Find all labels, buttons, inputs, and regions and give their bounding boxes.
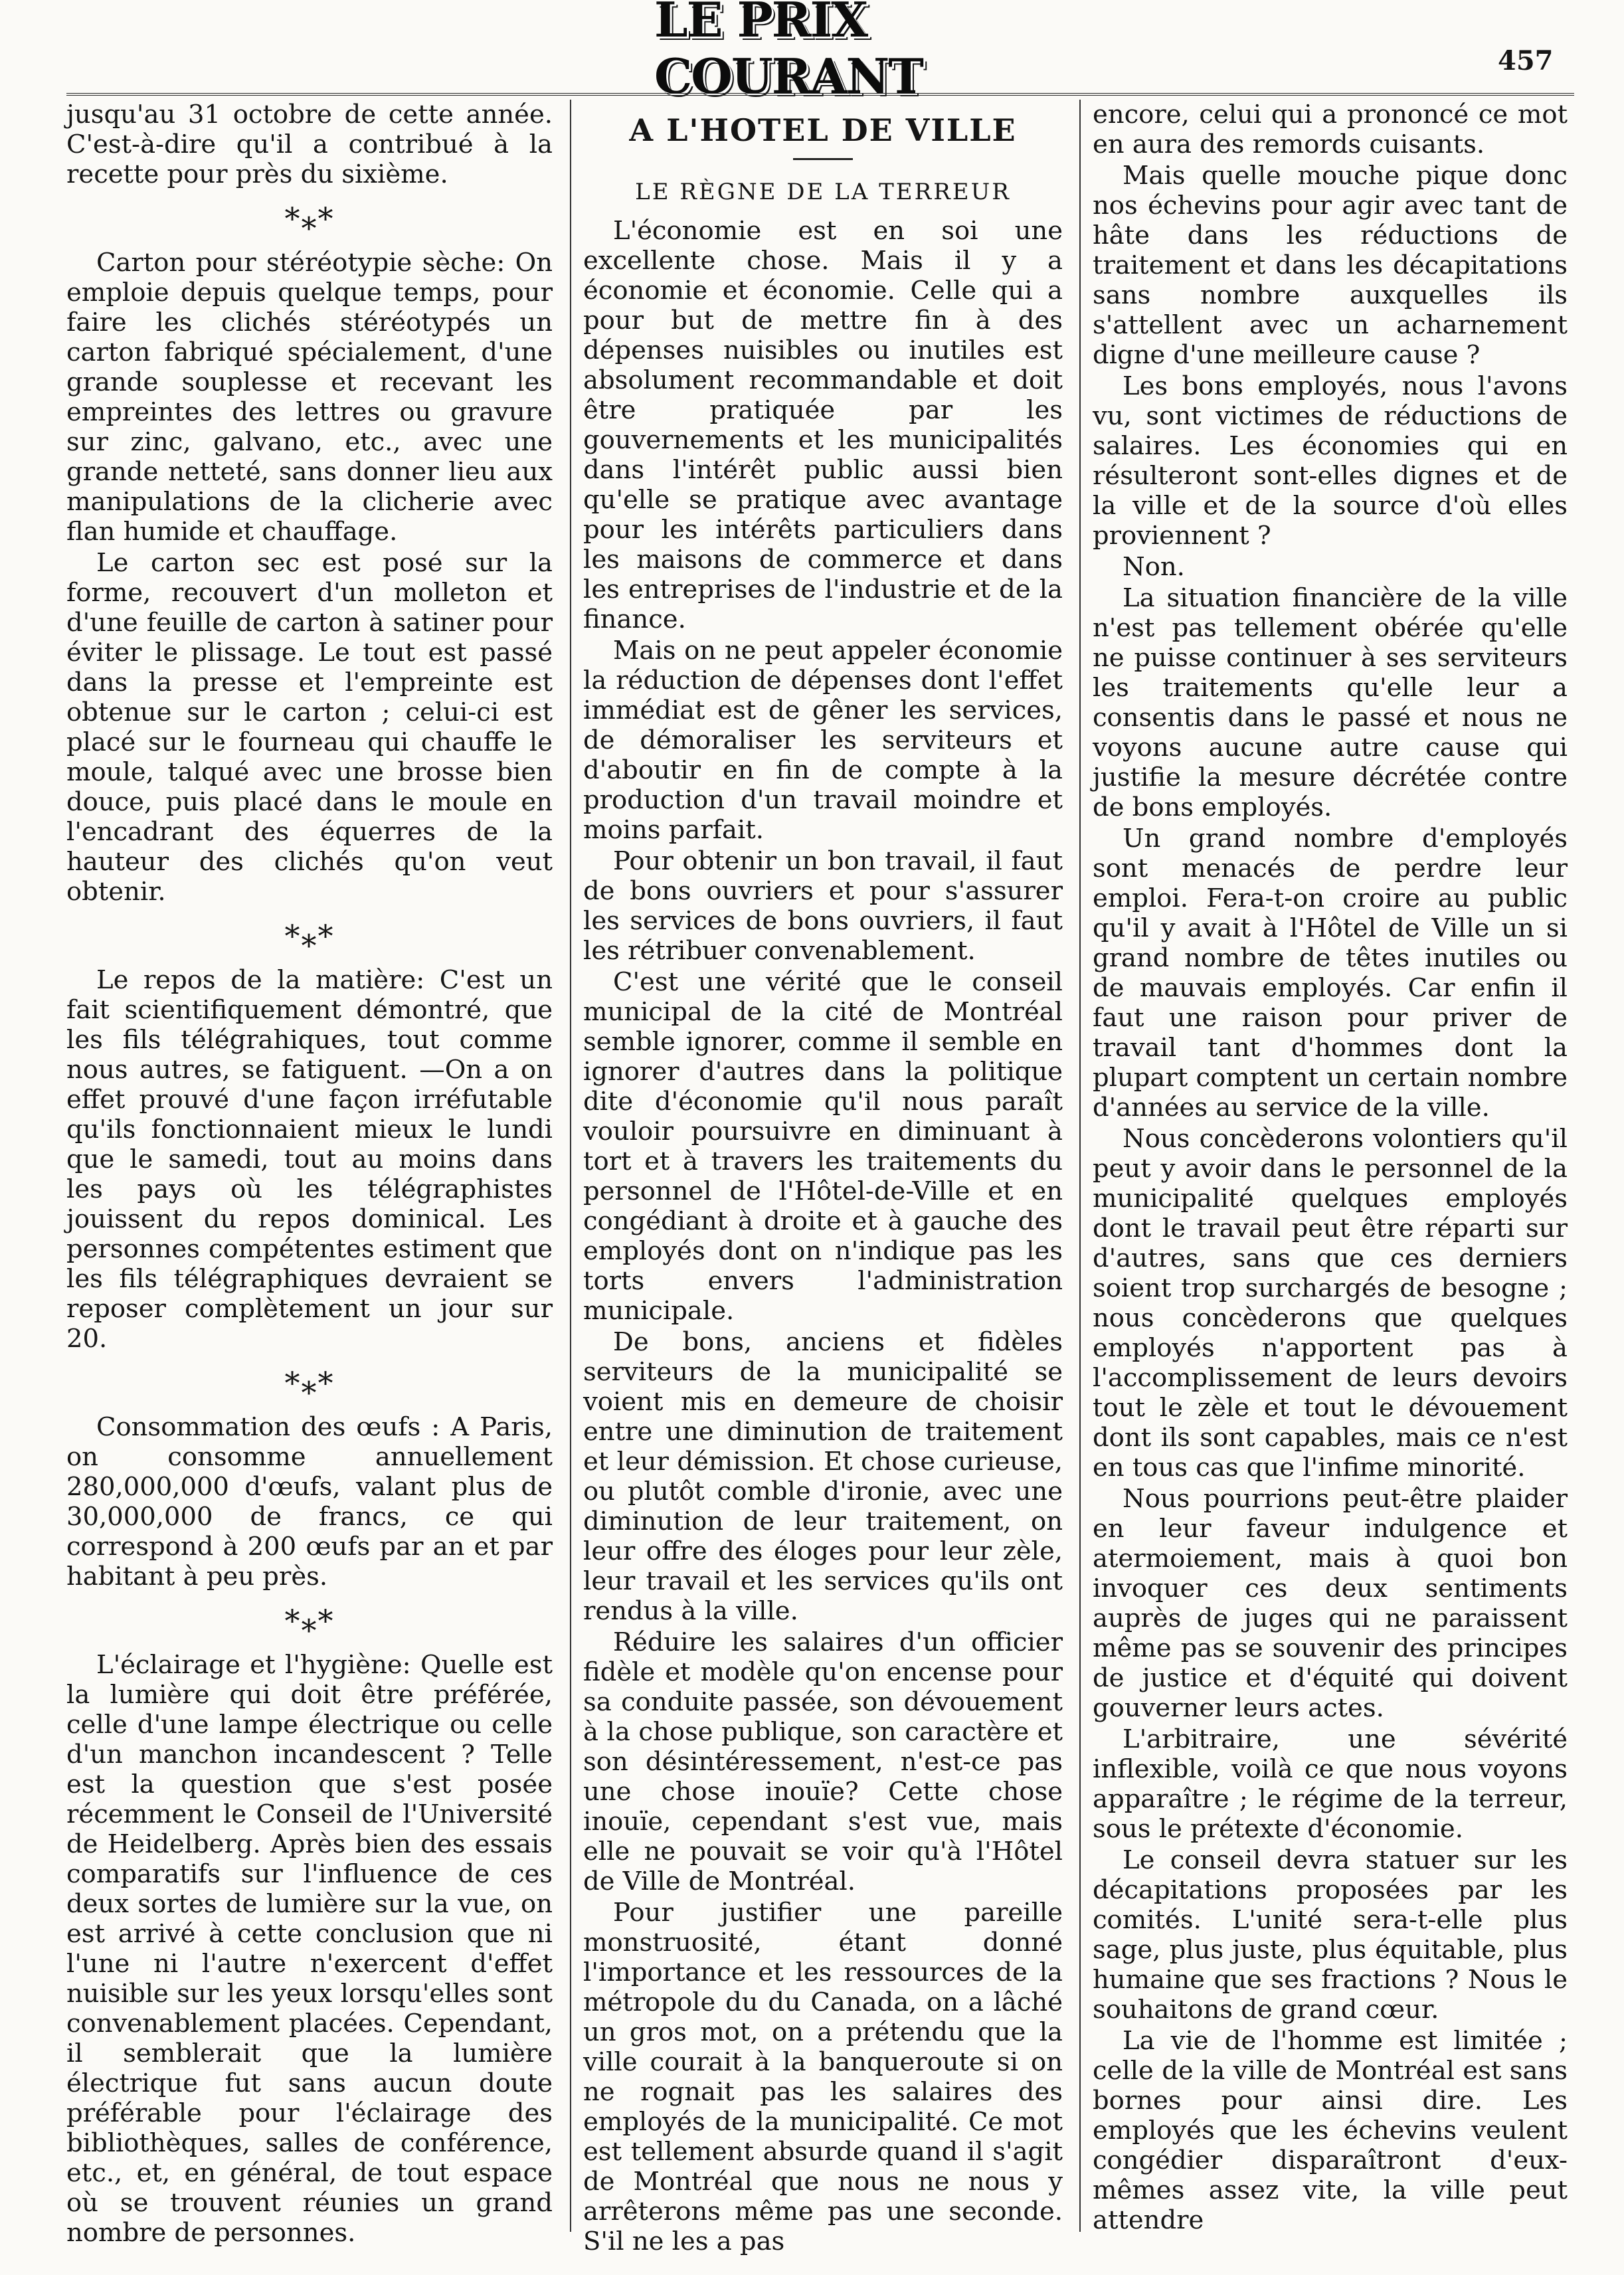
section-separator: *⁎* [284,1365,335,1401]
column-2 [583,100,1063,2256]
paragraph: Un grand nombre d'employés sont menacés de perdre leur emploi. Fera-t-on croire au public qu'il y avait à l'Hôtel de Ville un si grand nombre de têtes inutiles ou de mauvais employés. Car enfin il faut une raison pour priver de travail tant d'hommes dont la plupart comptent un certain nombre d'années au service de la ville. [1093,824,1568,1123]
column-divider-1 [570,100,571,2232]
paragraph: Consommation des œufs : A Paris, on consomme annuellement 280,000,000 d'œufs, valant plus de 30,000,000 de francs, ce qui correspond à 200 œufs par an et par habitant à peu près. [66,1412,553,1592]
paragraph: Nous concèderons volontiers qu'il peut y avoir dans le personnel de la municipalité quelques employés dont le travail peut être réparti sur d'autres, sans que ces derniers soient trop surchargés de besogne ; nous concèderons que quelques employés n'apportent pas à l'accomplissement de leurs devoirs tout le zèle et tout le dévouement dont ils sont capables, mais ce n'est en tous cas que l'infime minorité. [1093,1124,1568,1483]
column-divider-2 [1079,100,1081,2232]
page-number: 457 [1498,45,1554,76]
paragraph: Carton pour stéréotypie sèche: On emploie depuis quelque temps, pour faire les clichés stéréotypés un carton fabriqué spécialement, d'une grande souplesse et recevant les empreintes des lettres ou gravure sur zinc, galvano, etc., avec une grande netteté, sans donner lieu aux manipulations de la clicherie avec flan humide et chauffage. [66,248,553,547]
header-rule [66,93,1574,96]
paragraph: encore, celui qui a prononcé ce mot en aura des remords cuisants. [1093,100,1568,159]
paragraph: La vie de l'homme est limitée ; celle de la ville de Montréal est sans bornes pour ainsi dire. Les employés que les échevins veulent congédier disparaîtront d'eux-mêmes assez vite, la ville peut attendre [1093,2026,1568,2235]
column-1 [66,100,553,2248]
headline-rule [793,158,853,160]
paragraph: C'est une vérité que le conseil municipal de la cité de Montréal semble ignorer, comme il semble en ignorer d'autres dans la politique dite d'économie qu'il nous paraît vouloir poursuivre en diminuant à tort et à travers les traitements du personnel de l'Hôtel-de-Ville et en congédiant à droite et à gauche des employés dont on n'indique pas les torts envers l'administration municipale. [583,967,1063,1326]
column-3 [1093,100,1568,2238]
paragraph: La situation financière de la ville n'est pas tellement obérée qu'elle ne puisse continuer à ses serviteurs les traitements qu'elle leur a consentis dans le passé et nous ne voyons aucune autre cause qui justifie la mesure décrétée contre de bons employés. [1093,583,1568,822]
paragraph: L'éclairage et l'hygiène: Quelle est la lumière qui doit être préférée, celle d'une lampe électrique ou celle d'un manchon incandescent ? Telle est la question que s'est posée récemment le Conseil de l'Université de Heidelberg. Après bien des essais comparatifs sur l'influence de ces deux sortes de lumière sur la vue, on est arrivé à cette conclusion que ni l'une ni l'autre n'exercent d'effet nuisible sur les yeux lorsqu'elles sont convenablement placées. Cependant, il semblerait que la lumière électrique fut sans aucun doute préférable pour l'éclairage des bibliothèques, salles de conférence, etc., et, en général, de tout espace où se trouvent réunies un grand nombre de personnes. [66,1650,553,2248]
article-headline: A L'HOTEL DE VILLE [629,112,1017,148]
article-subheadline: LE RÈGNE DE LA TERREUR [635,179,1011,205]
section-separator: *⁎* [284,918,335,954]
paragraph: Réduire les salaires d'un officier fidèle et modèle qu'on encense pour sa conduite passée, son dévouement à la chose publique, son caractère et son désintéressement, n'est-ce pas une chose inouïe? Cette chose inouïe, cependant s'est vue, mais elle ne pouvait se voir qu'à l'Hôtel de Ville de Montréal. [583,1627,1063,1896]
paragraph: Le carton sec est posé sur la forme, recouvert d'un molleton et d'une feuille de carton à satiner pour éviter le plissage. Le tout est passé dans la presse et l'empreinte est obtenue sur le carton ; celui-ci est placé sur le fourneau qui chauffe le moule, talqué avec une brosse bien douce, puis placé dans le moule en l'encadrant des équerres de la hauteur des clichés qu'on veut obtenir. [66,548,553,907]
section-separator: *⁎* [284,201,335,236]
paragraph: Pour justifier une pareille monstruosité, étant donné l'importance et les ressources de la métropole du du Canada, on a lâché un gros mot, on a prétendu que la ville courait à la banqueroute si on ne rognait pas les salaires des employés de la municipalité. Ce mot est tellement absurde quand il s'agit de Montréal que nous ne nous y arrêterons même pas une seconde. S'il ne les a pas [583,1898,1063,2256]
paragraph: Le repos de la matière: C'est un fait scientifiquement démontré, que les fils télégrahiques, tout comme nous autres, se fatiguent. —On a on effet prouvé d'une façon irréfutable qu'ils fonctionnaient mieux le lundi que le samedi, tout au moins dans les pays où les télégraphistes jouissent du repos dominical. Les personnes compétentes estiment que les fils télégraphiques devraient se reposer complètement un jour sur 20. [66,965,553,1354]
masthead-logo: LE PRIX COURANT [654,0,923,104]
paragraph: Non. [1123,552,1185,582]
paragraph: De bons, anciens et fidèles serviteurs de la municipalité se voient mis en demeure de choisir entre une diminution de traitement et leur démission. Et chose curieuse, ou plutôt comble d'ironie, avec une diminution de leur traitement, on leur offre des éloges pour leur zèle, leur travail et les services qu'ils ont rendus à la ville. [583,1327,1063,1626]
paragraph: Pour obtenir un bon travail, il faut de bons ouvriers et pour s'assurer les services de bons ouvriers, il faut les rétribuer convenablement. [583,846,1063,966]
section-separator: *⁎* [284,1603,335,1639]
paragraph: Mais quelle mouche pique donc nos échevins pour agir avec tant de hâte dans les réductions de traitement et dans les décapitations sans nombre auxquelles ils s'attellent avec un acharnement digne d'une meilleure cause ? [1093,161,1568,370]
paragraph: Le conseil devra statuer sur les décapitations proposées par les comités. L'unité sera-t-elle plus sage, plus juste, plus équitable, plus humaine que ses fractions ? Nous le souhaitons de grand cœur. [1093,1845,1568,2025]
paragraph: L'économie est en soi une excellente chose. Mais il y a économie et économie. Celle qui a pour but de mettre fin à des dépenses nuisibles ou inutiles est absolument recommandable et doit être pratiquée par les gouvernements et les municipalités dans l'intérêt public aussi bien qu'elle se pratique avec avantage pour les intérêts particuliers dans les maisons de commerce et dans les entreprises de l'industrie et de la finance. [583,216,1063,634]
paragraph: Les bons employés, nous l'avons vu, sont victimes de réductions de salaires. Les économies qui en résulteront sont-elles dignes et de la ville et de la source d'où elles proviennent ? [1093,371,1568,551]
paragraph: Mais on ne peut appeler économie la réduction de dépenses dont l'effet immédiat est de gêner les services, de démoraliser les serviteurs et d'aboutir en fin de compte à la production d'un travail moindre et moins parfait. [583,636,1063,845]
paragraph: L'arbitraire, une sévérité inflexible, voilà ce que nous voyons apparaître ; le régime de la terreur, sous le prétexte d'économie. [1093,1724,1568,1844]
paragraph: Nous pourrions peut-être plaider en leur faveur indulgence et atermoiement, mais à quoi bon invoquer ces deux sentiments auprès de juges qui ne paraissent même pas se souvenir des principes de justice et d'équité qui doivent gouverner leurs actes. [1093,1484,1568,1723]
paragraph: jusqu'au 31 octobre de cette année. C'est-à-dire qu'il a contribué à la recette pour près du sixième. [66,100,553,189]
